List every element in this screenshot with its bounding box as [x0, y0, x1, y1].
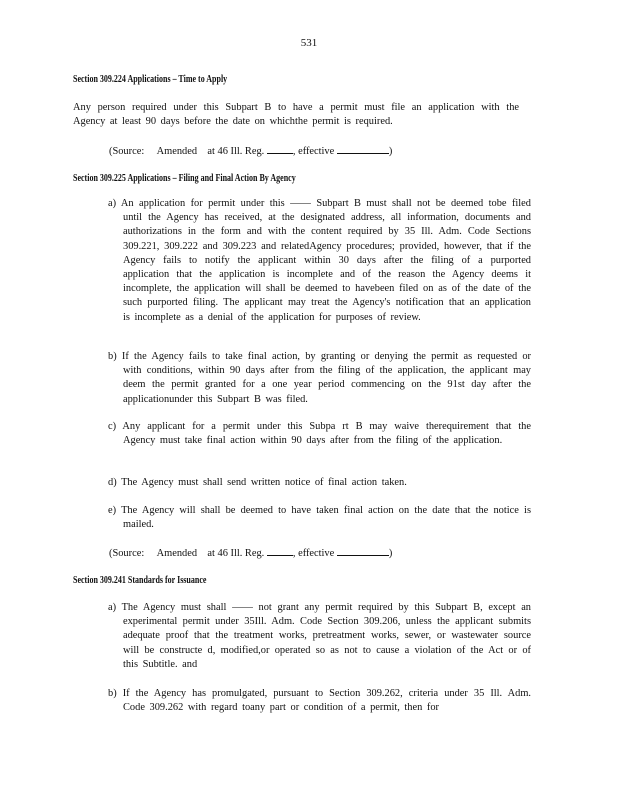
section-heading-309-225: Section 309.225 Applications – Filing and Final Action By Agency	[73, 172, 296, 184]
blank-field	[337, 545, 389, 556]
source-note	[109, 545, 392, 559]
source-amended: Amended	[156, 548, 198, 559]
source-close: )	[388, 548, 393, 559]
section-heading-309-241: Section 309.241 Standards for Issuance	[73, 574, 207, 586]
source-effective: , effective	[292, 548, 335, 559]
item-a-309-225: a) An application for permit under this —— Subpart B must shall not be deemed tobe filed until the Agency has received, at the designated address, all information, documents and authorizations in the form and with the content required by 35 Ill. Adm. Code Sections 309.221, 309.222 and 309.223 and relatedAgency procedures; provided, however, that if the Agency fails to notify the applicant within 30 days after the filing of a purported application that the application is incomplete and of the reason the Agency deems it incomplete, the application will shall be deemed to havebeen filed on as of the date of the such purported filing. The applicant may treat the Agency's notification that an application is incomplete as a denial of the application for purposes of review.	[108, 198, 531, 323]
item-b-309-241: b) If the Agency has promulgated, pursuant to Section 309.262, criteria under 35 Ill. Adm. Code 309.262 with regard toany part or condition of a permit, then for	[108, 688, 531, 714]
source-reg: at 46 Ill. Reg.	[207, 548, 265, 559]
blank-field	[267, 143, 293, 154]
source-label: (Source:	[109, 146, 145, 157]
source-close: )	[388, 146, 393, 157]
source-label: (Source:	[109, 548, 145, 559]
item-d-309-225: d) The Agency must shall send written notice of final action taken.	[108, 477, 407, 488]
source-note	[109, 143, 392, 157]
blank-field	[267, 545, 293, 556]
paragraph-309-224: Any person required under this Subpart B to have a permit must file an application with the Agency at least 90 days before the date on whichthe permit is required.	[73, 102, 519, 128]
page-number: 531	[300, 37, 318, 49]
blank-field	[337, 143, 389, 154]
item-b-309-225: b) If the Agency fails to take final action, by granting or denying the permit as requested or with conditions, within 90 days after from the filing of the application, the applicant may deem the permit granted for a one year period commencing on the 91st day after the applicationunder this Subpart B was filed.	[108, 351, 531, 405]
item-a-309-241: a) The Agency must shall —— not grant any permit required by this Subpart B, except an experimental permit under 35Ill. Adm. Code Section 309.206, unless the applicant submits adequate proof that the treatment works, pretreatment works, sewer, or wastewater source will be constructe d, modified,or operated so as not to cause a violation of the Act or of this Subtitle. and	[108, 602, 531, 670]
source-effective: , effective	[292, 146, 335, 157]
section-heading-309-224: Section 309.224 Applications – Time to Apply	[73, 73, 228, 85]
item-e-309-225: e) The Agency will shall be deemed to have taken final action on the date that the notice is mailed.	[108, 505, 531, 531]
item-c-309-225: c) Any applicant for a permit under this Subpa rt B may waive therequirement that the Agency must take final action within 90 days after from the filing of the application.	[108, 421, 531, 447]
source-amended: Amended	[156, 146, 198, 157]
source-reg: at 46 Ill. Reg.	[207, 146, 265, 157]
